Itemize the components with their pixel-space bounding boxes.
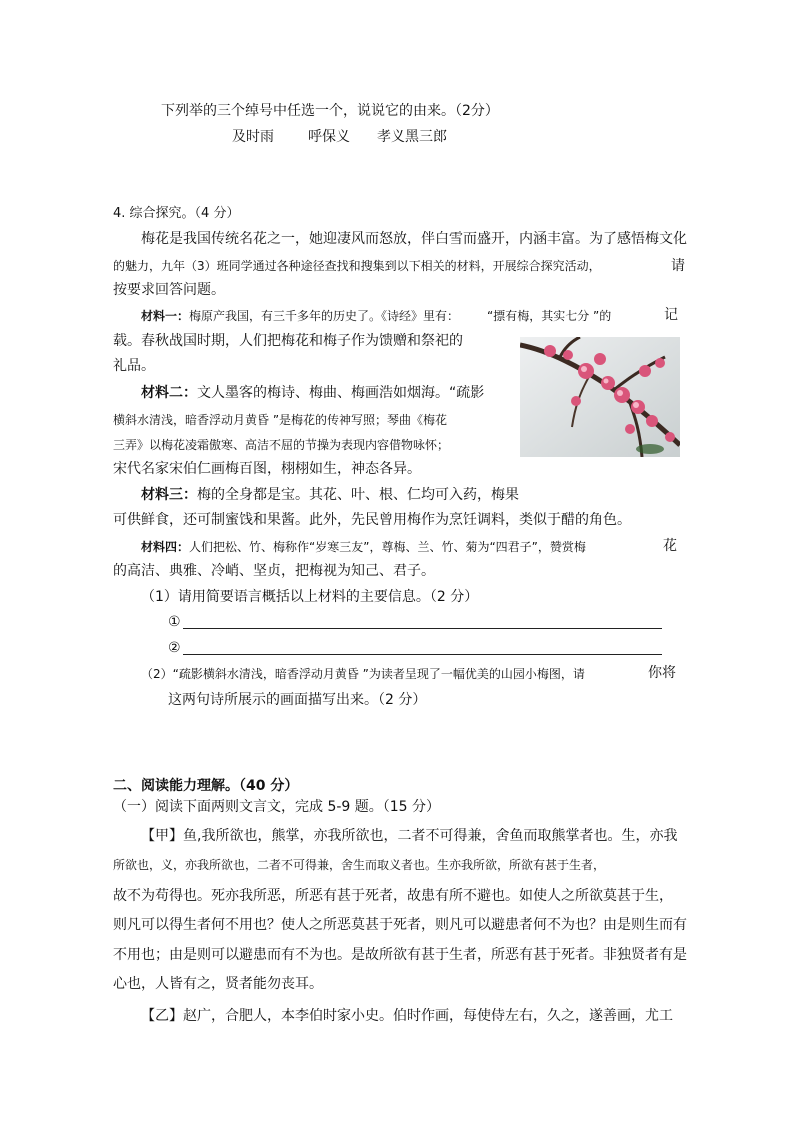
blank-mark-2: ② [168,640,181,656]
material-1-line-1 [141,306,459,326]
material-1-tail: 记 [664,307,678,323]
passage-jia-line-3: 故不为苟得也。死亦我所恶，所恶有甚于死者，故患有所不避也。如使人之所欲莫甚于生， [113,888,673,904]
material-3-text: 梅的全身都是宝。其花、叶、根、仁均可入药，梅果 [197,487,519,503]
answer-line-1[interactable] [183,628,662,629]
blank-mark-1: ① [168,614,181,630]
nickname-3: 孝义黑三郎 [377,129,447,145]
section-2-title: 二、阅读能力理解。（40 分） [113,778,299,794]
material-4-label: 材料四： [141,540,190,554]
material-4-line-2: 的高洁、典雅、冷峭、坚贞，把梅视为知己、君子。 [113,563,435,579]
nickname-1: 及时雨 [232,129,274,145]
sub-question-1: （1）请用简要语言概括以上材料的主要信息。（2 分） [141,589,479,605]
material-1-label: 材料一： [141,309,190,323]
material-2-line-4: 宋代名家宋伯仁画梅百图，栩栩如生，神态各异。 [113,461,421,477]
plum-blossom-photo [520,337,680,457]
sub-question-2-line-1: （2）“疏影横斜水清浅，暗香浮动月黄昏 ”为读者呈现了一幅优美的山园小梅图，请 [141,667,585,681]
material-1-line-2: 载。春秋战国时期，人们把梅花和梅子作为馈赠和祭祀的 [113,333,463,349]
material-2-line-1 [141,383,484,403]
q4-intro-2: 的魅力，九年（3）班同学通过各种途径查找和搜集到以下相关的材料，开展综合探究活动， [113,259,601,273]
material-2-line-2: 横斜水清浅，暗香浮动月黄昏 ”是梅花的传神写照；琴曲《梅花 [113,413,448,427]
material-4-line-1 [141,537,586,557]
sub-question-2-line-2: 这两句诗所展示的画面描写出来。（2 分） [168,692,427,708]
material-3-line-2: 可供鲜食，还可制蜜饯和果酱。此外，先民曾用梅作为烹饪调料，类似于醋的角色。 [113,512,631,528]
q4-intro-3: 按要求回答问题。 [113,282,225,298]
section-2-part-1: （一）阅读下面两则文言文，完成 5-9 题。（15 分） [113,799,441,815]
material-1-quote: “摽有梅，其实七分 ”的 [487,309,612,323]
passage-jia-line-5: 不用也；由是则可以避患而有不为也。是故所欲有甚于生者，所恶有甚于死者。非独贤者有是 [113,947,687,963]
q4-title: 4. 综合探究。（4 分） [113,206,240,221]
material-4-text: 人们把松、竹、梅称作“岁寒三友”，尊梅、兰、竹、菊为“四君子”，赞赏梅 [189,540,586,554]
q3-prompt: 下列举的三个绰号中任选一个，说说它的由来。（2分） [161,103,499,119]
q4-intro-1: 梅花是我国传统名花之一，她迎凄风而怒放，伴白雪而盛开，内涵丰富。为了感悟梅文化 [141,231,687,247]
material-1-line-3: 礼品。 [113,358,155,374]
material-3-line-1 [141,485,519,505]
material-4-tail: 花 [663,538,677,554]
passage-jia-line-4: 则凡可以得生者何不用也？使人之所恶莫甚于死者，则凡可以避患者何不为也？由是则生而有 [113,917,687,933]
passage-yi-line-1: 【乙】赵广，合肥人，本李伯时家小史。伯时作画，每使侍左右，久之，遂善画，尤工 [141,1008,673,1024]
nickname-2: 呼保义 [308,129,350,145]
passage-jia-line-1: 【甲】鱼,我所欲也，熊掌，亦我所欲也，二者不可得兼，舍鱼而取熊掌者也。生，亦我 [141,828,678,844]
answer-line-2[interactable] [183,654,662,655]
sub-question-2-tail: 你将 [648,665,676,681]
material-2-line-3: 三弄》以梅花凌霜傲寒、高洁不屈的节操为表现内容借物咏怀； [113,438,450,452]
passage-jia-line-6: 心也，人皆有之，贤者能勿丧耳。 [113,976,323,992]
material-3-label: 材料三： [141,487,197,503]
plum-blossom-illustration [520,337,680,457]
material-2-text: 文人墨客的梅诗、梅曲、梅画浩如烟海。“疏影 [197,385,485,401]
material-2-label: 材料二： [141,385,197,401]
passage-jia-line-2: 所欲也，义，亦我所欲也，二者不可得兼，舍生而取义者也。生亦我所欲，所欲有甚于生者， [113,858,606,872]
q4-intro-2-tail: 请 [671,258,685,274]
material-1-text: 梅原产我国，有三千多年的历史了。《诗经》里有： [189,309,460,323]
